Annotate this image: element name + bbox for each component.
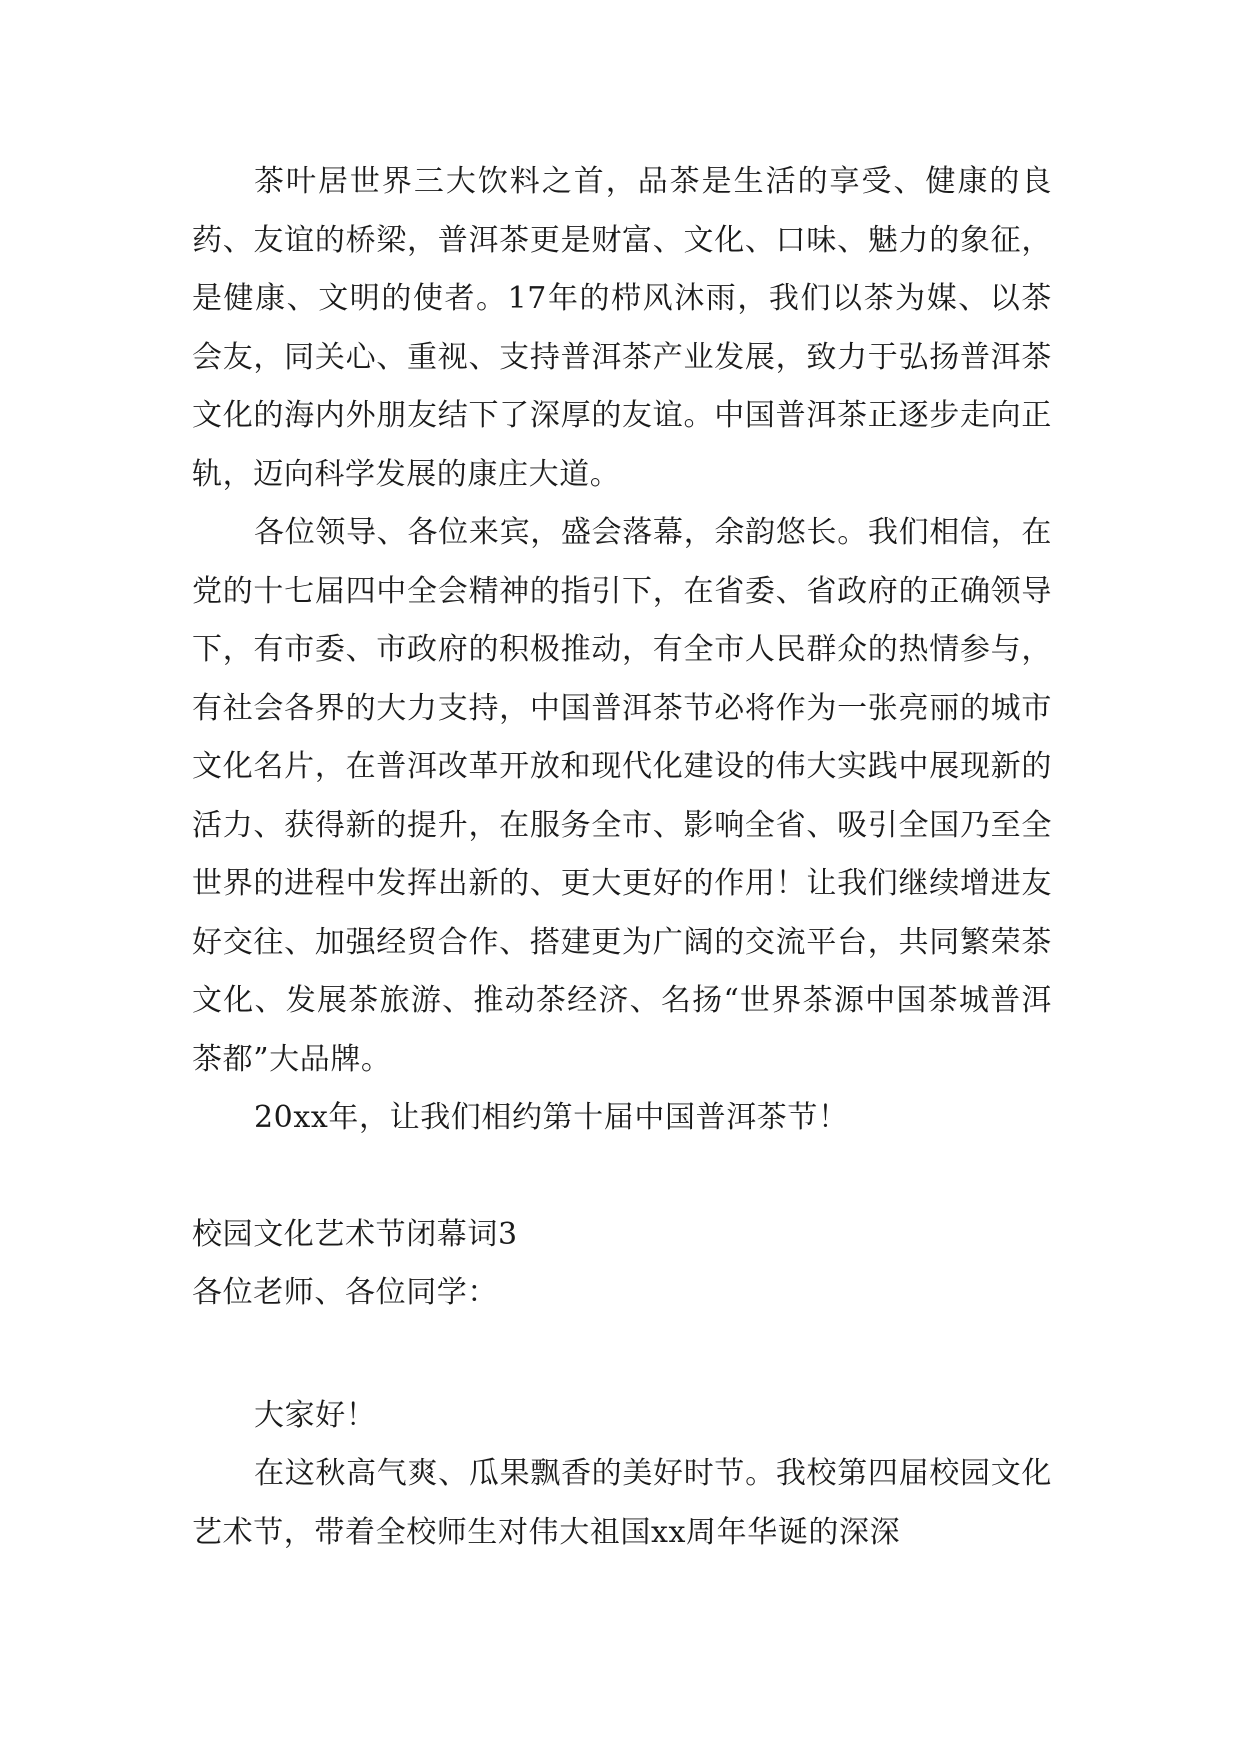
body-paragraph: 茶叶居世界三大饮料之首，品茶是生活的享受、健康的良药、友谊的桥梁，普洱茶更是财富、文化、口味、魅力的象征，是健康、文明的使者。17年的栉风沐雨，我们以茶为媒、以茶会友，同关心、重视、支持普洱茶产业发展，致力于弘扬普洱茶文化的海内外朋友结下了深厚的友谊。中国普洱茶正逐步走向正轨，迈向科学发展的康庄大道。 bbox=[192, 164, 1052, 492]
body-paragraph: 在这秋高气爽、瓜果飘香的美好时节。我校第四届校园文化艺术节，带着全校师生对伟大祖国xx周年华诞的深深 bbox=[192, 1456, 1052, 1550]
body-paragraph: 20xx年，让我们相约第十届中国普洱茶节！ bbox=[254, 1100, 849, 1135]
spacer bbox=[192, 1323, 1052, 1387]
salutation: 各位老师、各位同学： bbox=[192, 1275, 498, 1310]
spacer bbox=[192, 1148, 1052, 1206]
section-title: 校园文化艺术节闭幕词3 bbox=[192, 1216, 518, 1252]
body-paragraph: 各位领导、各位来宾，盛会落幕，余韵悠长。我们相信，在党的十七届四中全会精神的指引下，在省委、省政府的正确领导下，有市委、市政府的积极推动，有全市人民群众的热情参与，有社会各界的大力支持，中国普洱茶节必将作为一张亮丽的城市文化名片，在普洱改革开放和现代化建设的伟大实践中展现新的活力、获得新的提升，在服务全市、影响全省、吸引全国乃至全世界的进程中发挥出新的、更大更好的作用！让我们继续增进友好交往、加强经贸合作、搭建更为广阔的交流平台，共同繁荣茶文化、发展茶旅游、推动茶经济、名扬“世界茶源中国茶城普洱茶都”大品牌。 bbox=[192, 515, 1052, 1077]
document-body bbox=[192, 153, 1052, 1562]
body-paragraph: 大家好！ bbox=[254, 1397, 377, 1433]
